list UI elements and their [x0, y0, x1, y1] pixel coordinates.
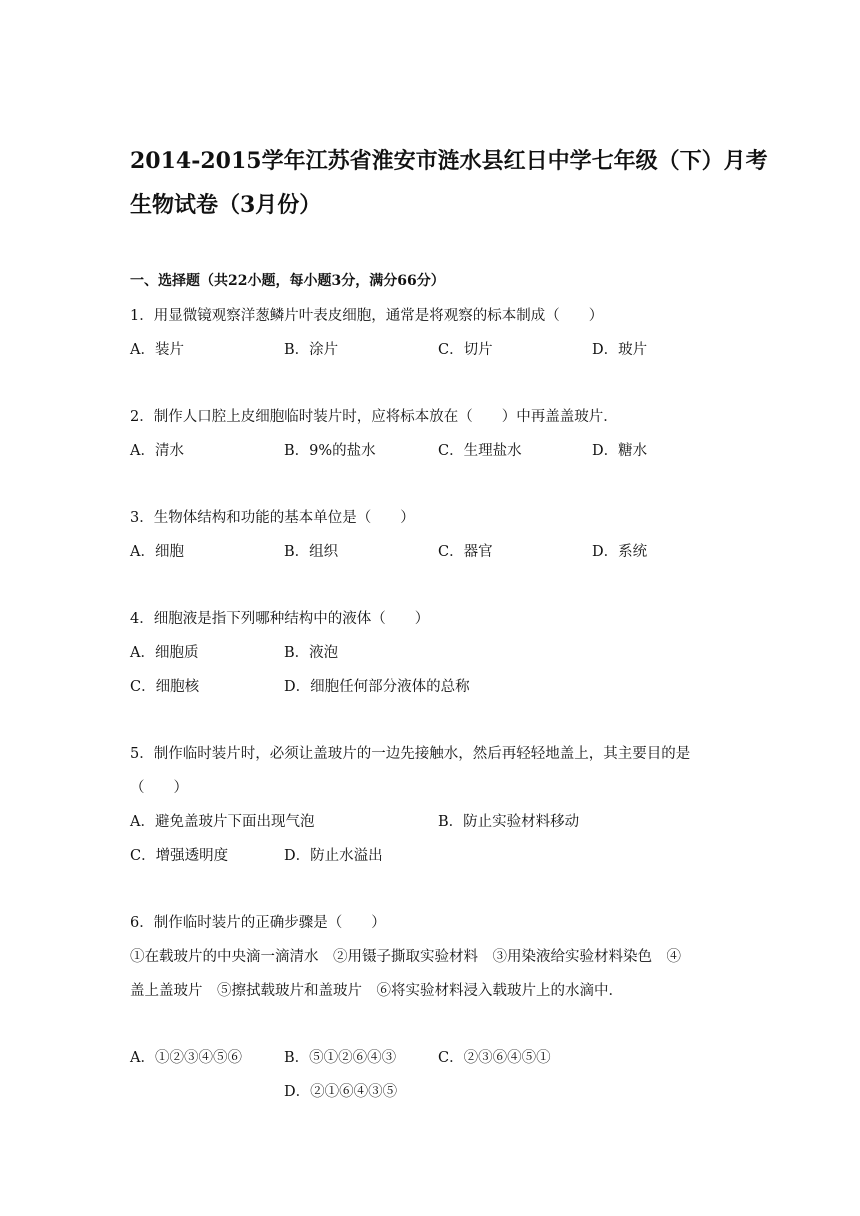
question-stem: 1．用显微镜观察洋葱鳞片叶表皮细胞，通常是将观察的标本制成（ ）: [130, 308, 604, 324]
option-c: C．②③⑥④⑤①: [438, 1050, 551, 1066]
option-a: A．避免盖玻片下面出现气泡: [130, 814, 315, 830]
question-stem-line-2: （ ）: [130, 780, 188, 796]
option-c: C．生理盐水: [438, 443, 522, 459]
option-d: D．玻片: [592, 342, 648, 358]
question-stem: 3．生物体结构和功能的基本单位是（ ）: [130, 510, 415, 526]
option-d: D．系统: [592, 544, 648, 560]
option-d: D．细胞任何部分液体的总称: [284, 679, 470, 695]
option-a: A．装片: [130, 342, 184, 358]
option-d: D．糖水: [592, 443, 648, 459]
steps-line-1: ①在载玻片的中央滴一滴清水 ②用镊子撕取实验材料 ③用染液给实验材料染色 ④: [130, 949, 681, 965]
option-b: B．9%的盐水: [284, 443, 376, 459]
option-c: C．细胞核: [130, 679, 200, 695]
question-stem: 2．制作人口腔上皮细胞临时装片时，应将标本放在（ ）中再盖盖玻片．: [130, 409, 618, 425]
option-c: C．增强透明度: [130, 848, 229, 864]
option-c: C．器官: [438, 544, 493, 560]
option-d: D．②①⑥④③⑤: [284, 1084, 398, 1100]
title-line-2: 生物试卷（3月份）: [130, 192, 322, 218]
option-a: A．细胞: [130, 544, 184, 560]
section-heading: 一、选择题（共22小题，每小题3分，满分66分）: [130, 273, 445, 289]
title-line-1: 2014-2015学年江苏省淮安市涟水县红日中学七年级（下）月考: [130, 148, 768, 174]
question-stem-line-1: 5．制作临时装片时，必须让盖玻片的一边先接触水，然后再轻轻地盖上，其主要目的是: [130, 746, 691, 762]
option-c: C．切片: [438, 342, 493, 358]
option-b: B．涂片: [284, 342, 339, 358]
option-b: B．液泡: [284, 645, 339, 661]
option-b: B．防止实验材料移动: [438, 814, 580, 830]
option-d: D．防止水溢出: [284, 848, 383, 864]
option-b: B．⑤①②⑥④③: [284, 1050, 397, 1066]
option-a: A．①②③④⑤⑥: [130, 1050, 242, 1066]
question-stem: 6．制作临时装片的正确步骤是（ ）: [130, 915, 386, 931]
question-stem: 4．细胞液是指下列哪种结构中的液体（ ）: [130, 611, 430, 627]
option-a: A．细胞质: [130, 645, 199, 661]
option-b: B．组织: [284, 544, 339, 560]
option-a: A．清水: [130, 443, 184, 459]
steps-line-2: 盖上盖玻片 ⑤擦拭载玻片和盖玻片 ⑥将实验材料浸入载玻片上的水滴中．: [130, 983, 623, 999]
